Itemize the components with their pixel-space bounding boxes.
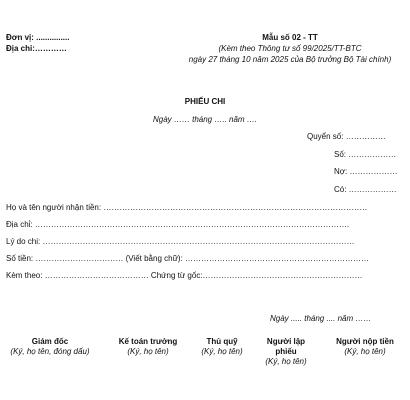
- signature-payer: [322, 337, 408, 357]
- signature-chief-accountant: [108, 337, 188, 357]
- signature-role: Người lập phiếu: [266, 337, 306, 356]
- page-title: PHIẾU CHI: [184, 97, 226, 106]
- footer-date-line: Ngày ..... tháng .... năm ……: [270, 314, 372, 323]
- signature-role: Giám đốc: [31, 337, 69, 346]
- signature-preparer: [254, 337, 318, 367]
- address-field: Địa chỉ: ……………………………………………………………………………………………………….: [6, 220, 350, 229]
- voucher-number: Số: ………………: [334, 150, 397, 159]
- signature-director: [4, 337, 96, 357]
- credit-account: Có: ………………: [334, 185, 397, 194]
- signature-role: Người nộp tiền: [336, 337, 394, 346]
- attachments-field: Kèm theo: ………………………………… Chứng từ gốc:……………………………………………………: [6, 271, 363, 280]
- recipient-field: Họ và tên người nhận tiền: ………………………………………………………………………………………: [6, 203, 368, 212]
- signature-cashier: [192, 337, 252, 357]
- reason-field: Lý do chi: ………………………………………………………………………………………………………: [6, 237, 355, 246]
- form-reference: (Kèm theo Thông tư số 99/2025/TT-BTC: [218, 44, 362, 53]
- amount-field: Số tiền: …………………………… (Viết bằng chữ): ……………………………………………………………: [6, 254, 370, 263]
- debit-account: Nợ: ………………: [334, 167, 398, 176]
- form-number: Mẫu số 02 - TT: [262, 33, 318, 42]
- signature-note: (Ký, họ tên, đóng dấu): [10, 347, 90, 356]
- signature-note: (Ký, họ tên): [265, 357, 307, 366]
- title-date-line: Ngày …… tháng ….. năm ….: [152, 115, 258, 124]
- address-label: Địa chỉ:…………: [6, 44, 67, 53]
- signature-note: (Ký, họ tên): [344, 347, 386, 356]
- form-reference-date: ngày 27 tháng 10 năm 2025 của Bộ trưởng Bộ Tài chính): [188, 55, 392, 64]
- signature-role: Thủ quỹ: [206, 337, 238, 346]
- signature-role: Kế toán trưởng: [118, 337, 178, 346]
- unit-label: Đơn vị: ...............: [6, 33, 70, 42]
- signature-note: (Ký, họ tên): [201, 347, 243, 356]
- signature-note: (Ký, họ tên): [127, 347, 169, 356]
- book-number: Quyển số: ……………: [307, 132, 386, 141]
